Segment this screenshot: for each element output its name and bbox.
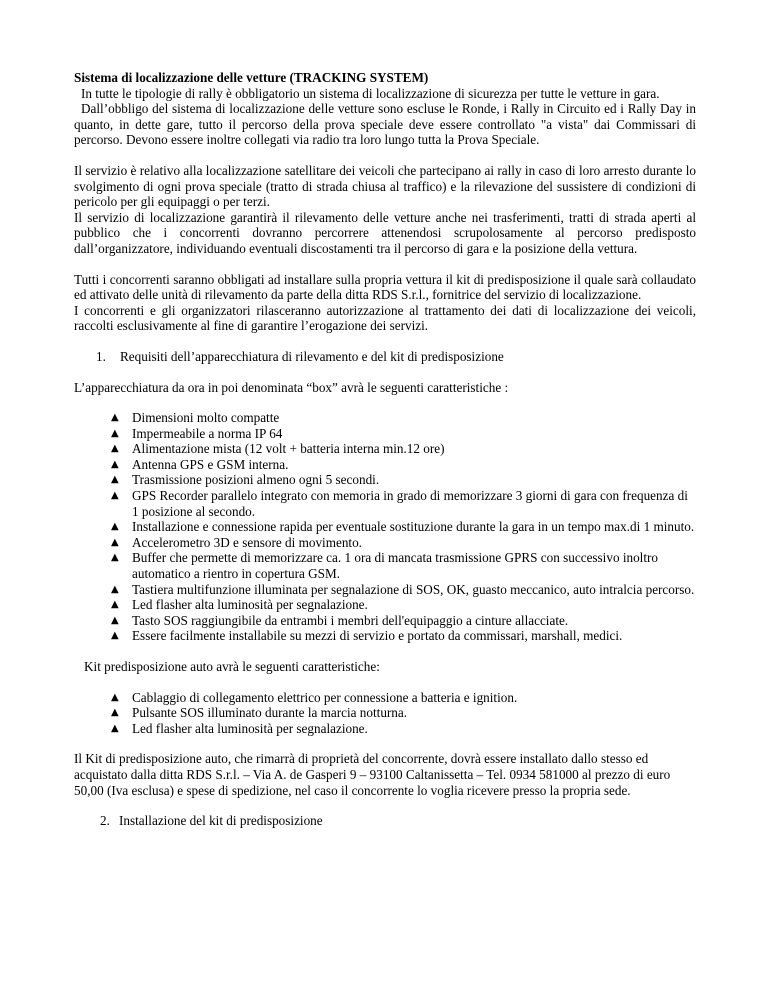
service-paragraph-1: Il servizio è relativo alla localizzazione satellitare dei veicoli che partecipano ai rally in caso di loro arresto durante lo svolgimento di ogni prova speciale (tratto di strada chiusa al traffico) e la rilevazione del sussistere di condizioni di pericolo per gli equipaggi o per terzi. — [74, 162, 696, 210]
section-2-number: 2. — [100, 813, 110, 829]
list-item: ▲ Impermeabile a norma IP 64 — [111, 425, 283, 441]
list-item: ▲ Buffer che permette di memorizzare ca. 1 ora di mancata trasmissione GPRS con successivo inoltro automatico a rientro in copertura GSM. — [111, 550, 658, 582]
list-item: ▲ Alimentazione mista (12 volt + batteria interna min.12 ore) — [111, 441, 445, 457]
intro-paragraph-2: Dall’obbligo del sistema di localizzazione delle vetture sono escluse le Ronde, i Rally in Circuito ed i Rally Day in quanto, in dette gare, tutto il percorso della prova speciale deve essere controllato "a vista" dai Commissari di percorso. Devono essere inoltre collegati via radio tra loro lungo tutta la Prova Speciale. — [74, 101, 696, 148]
section-1-title: Requisiti dell’apparecchiatura di rilevamento e del kit di predisposizione — [120, 348, 504, 364]
document-title: Sistema di localizzazione delle vetture (TRACKING SYSTEM) — [74, 70, 429, 85]
caret-up-icon: ▲ — [111, 583, 119, 595]
list-item: ▲ Trasmissione posizioni almeno ogni 5 secondi. — [111, 472, 380, 488]
list-item: ▲ Antenna GPS e GSM interna. — [111, 456, 289, 472]
caret-up-icon: ▲ — [111, 458, 119, 470]
kit-features-list — [74, 690, 696, 737]
caret-up-icon: ▲ — [111, 412, 119, 424]
caret-up-icon: ▲ — [111, 552, 119, 564]
list-item: ▲ Cablaggio di collegamento elettrico per connessione a batteria e ignition. — [111, 689, 518, 705]
section-2-heading — [74, 813, 696, 829]
list-item: ▲ Tasto SOS raggiungibile da entrambi i membri dell'equipaggio a cinture allacciate. — [111, 612, 569, 628]
list-item: ▲ Led flasher alta luminosità per segnalazione. — [111, 720, 368, 736]
list-item: ▲ Pulsante SOS illuminato durante la marcia notturna. — [111, 705, 408, 721]
list-item: ▲ Tastiera multifunzione illuminata per segnalazione di SOS, OK, guasto meccanico, auto intralcia percorso. — [111, 581, 695, 597]
section-1-heading — [74, 349, 696, 365]
caret-up-icon: ▲ — [111, 443, 119, 455]
obligations-paragraph-1: Tutti i concorrenti saranno obbligati ad installare sulla propria vettura il kit di predisposizione il quale sarà collaudato ed attivato delle unità di rilevamento da parte della ditta RDS S.r.l., fornitrice del servizio di localizzazione. — [74, 271, 696, 303]
list-item: ▲ GPS Recorder parallelo integrato con memoria in grado di memorizzare 3 giorni di gara con frequenza di 1 posizione al secondo. — [111, 488, 688, 519]
kit-note-paragraph: Il Kit di predisposizione auto, che rimarrà di proprietà del concorrente, dovrà essere installato dallo stesso ed acquistato dalla ditta RDS S.r.l. – Via A. de Gasperi 9 – 93100 Caltanissetta – Tel. 0934 581000 al prezzo di euro 50,00 (Iva esclusa) e spese di spedizione, nel caso il concorrente lo voglia ricevere presso la propria sede. — [74, 751, 671, 798]
box-intro: L’apparecchiatura da ora in poi denominata “box” avrà le seguenti caratteristiche : — [74, 379, 509, 395]
caret-up-icon: ▲ — [111, 427, 119, 439]
intro-paragraph-1: In tutte le tipologie di rally è obbligatorio un sistema di localizzazione di sicurezza per tutte le vetture in gara. — [81, 85, 660, 101]
list-item: ▲ Dimensioni molto compatte — [111, 410, 280, 426]
caret-up-icon: ▲ — [111, 691, 119, 703]
kit-intro: Kit predisposizione auto avrà le seguenti caratteristiche: — [84, 659, 380, 674]
caret-up-icon: ▲ — [111, 707, 119, 719]
list-item: ▲ Led flasher alta luminosità per segnalazione. — [111, 597, 368, 613]
section-1-number: 1. — [96, 348, 106, 364]
caret-up-icon: ▲ — [111, 536, 119, 548]
caret-up-icon: ▲ — [111, 474, 119, 486]
box-features-list — [74, 410, 696, 644]
list-item: ▲ Accelerometro 3D e sensore di movimento. — [111, 534, 362, 550]
list-item: ▲ Essere facilmente installabile su mezzi di servizio e portato da commissari, marshall, medici. — [111, 628, 623, 644]
caret-up-icon: ▲ — [111, 630, 119, 642]
caret-up-icon: ▲ — [111, 521, 119, 533]
caret-up-icon: ▲ — [111, 490, 119, 502]
section-2-title: Installazione del kit di predisposizione — [119, 813, 323, 829]
caret-up-icon: ▲ — [111, 614, 119, 626]
list-item: ▲ Installazione e connessione rapida per eventuale sostituzione durante la gara in un tempo max.di 1 minuto. — [111, 519, 695, 535]
obligations-paragraph-2: I concorrenti e gli organizzatori rilasceranno autorizzazione al trattamento dei dati di localizzazione dei veicoli, raccolti esclusivamente al fine di garantire l’erogazione dei servizi. — [74, 302, 696, 334]
caret-up-icon: ▲ — [111, 599, 119, 611]
service-paragraph-2: Il servizio di localizzazione garantirà il rilevamento delle vetture anche nei trasferimenti, tratti di strada aperti al pubblico che i concorrenti dovranno percorrere attenendosi scrupolosamente al percorso predisposto dall’organizzatore, individuando eventuali discostamenti tra il percorso di gara e la posizione della vettura. — [74, 209, 696, 256]
caret-up-icon: ▲ — [111, 722, 119, 734]
